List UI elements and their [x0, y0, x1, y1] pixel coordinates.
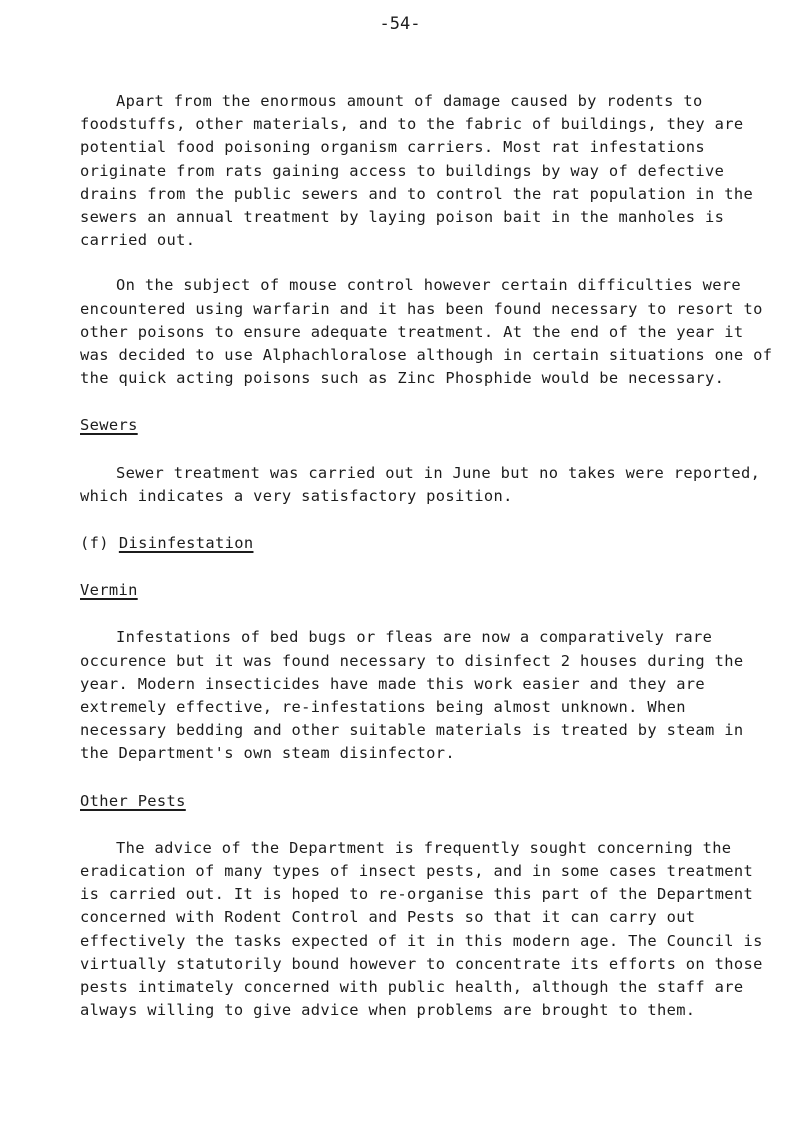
section-heading-vermin-line: [80, 579, 780, 602]
paragraph-other-pests: The advice of the Department is frequently sought concerning the eradication of many types of insect pests, and in some cases treatment is carried out. It is hoped to re-organise this part of the Department concerned with Rodent Control and Pests so that it can carry out effectively the tasks expected of it in this modern age. The Council is virtually statutorily bound however to concentrate its efforts on those pests intimately concerned with public health, although the staff are always willing to give advice when problems are brought to them.: [80, 838, 763, 1020]
paragraph-sewers: Sewer treatment was carried out in June but no takes were reported, which indicates a very satisfactory position.: [80, 463, 761, 505]
paragraph-vermin: Infestations of bed bugs or fleas are now a comparatively rare occurence but it was found necessary to disinfect 2 houses during the year. Modern insecticides have made this work easier and they are extremely effective, re-infestations being almost unknown. When necessary bedding and other suitable materials is treated by steam in the Department's own steam disinfector.: [80, 628, 744, 763]
paragraph-mouse-control: On the subject of mouse control however certain difficulties were encountered using warfarin and it has been found necessary to resort to other poisons to ensure adequate treatment. At the end of the year it was decided to use Alphachloralose although in certain situations one of the quick acting poisons such as Zinc Phosphide would be necessary.: [80, 276, 773, 388]
section-heading-other-pests-line: [80, 790, 780, 813]
section-label-f: (f): [80, 534, 109, 553]
paragraph-rodent-damage: Apart from the enormous amount of damage caused by rodents to foodstuffs, other materials, and to the fabric of buildings, they are potential food poisoning organism carriers. Most rat infestations originate from rats gaining access to buildings by way of defective drains from the public sewers and to control the rat population in the sewers an annual treatment by laying poison bait in the manholes is carried out.: [80, 92, 754, 250]
section-heading-disinfestation: Disinfestation: [118, 534, 254, 553]
section-heading-other-pests: Other Pests: [80, 791, 186, 810]
document-body: [80, 90, 780, 1023]
section-heading-disinfestation-line: [80, 532, 780, 555]
section-heading-sewers: Sewers: [80, 416, 138, 435]
section-heading-vermin: Vermin: [80, 581, 138, 600]
section-heading-sewers-line: [80, 414, 780, 437]
page-number: -54-: [379, 14, 421, 34]
